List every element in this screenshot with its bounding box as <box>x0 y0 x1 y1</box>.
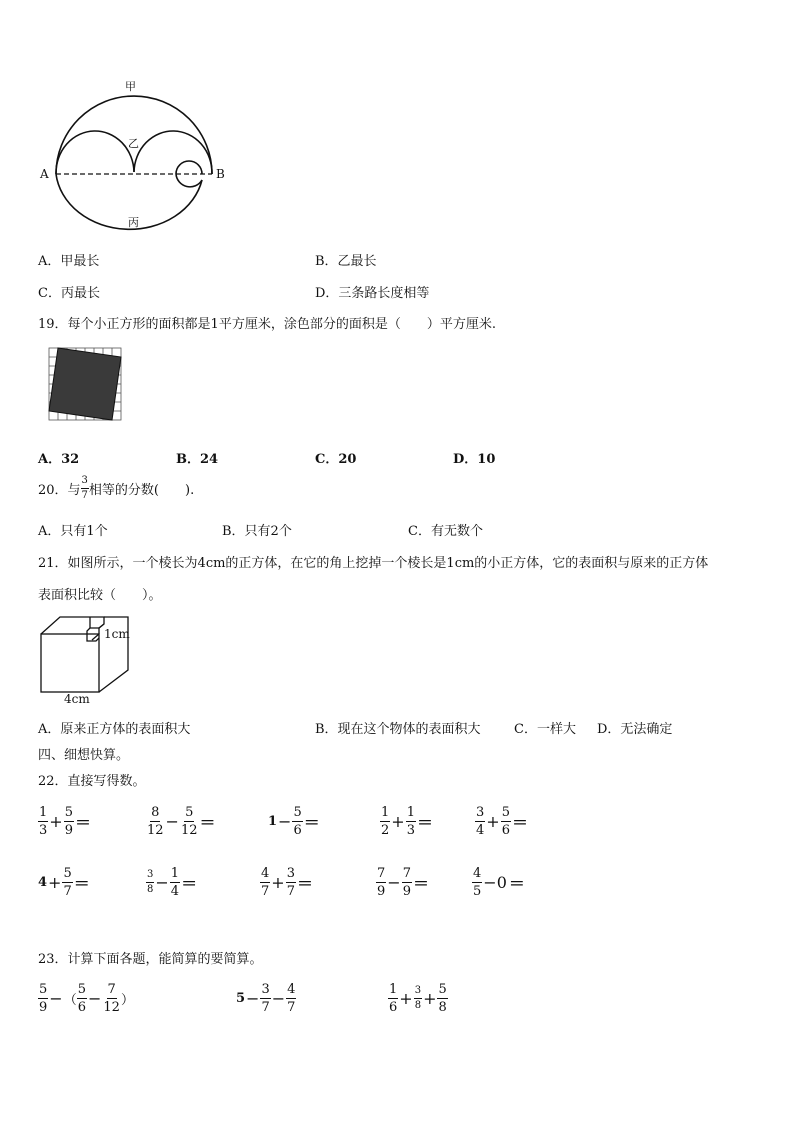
label-bing: 丙 <box>128 216 139 229</box>
q21-option-d[interactable]: D．无法确定 <box>597 722 673 737</box>
q22-expr-10: $\frac{4}{5}$ −0 ＝ <box>473 866 525 899</box>
q19-option-d[interactable]: D．10 <box>453 452 496 467</box>
q22-expr-8: $\frac{4}{7}$ + $\frac{3}{7}$ ＝ <box>261 866 313 899</box>
label-jia: 甲 <box>125 80 136 93</box>
section-title: 四、细想快算。 <box>38 748 130 763</box>
q20-stem <box>38 476 194 501</box>
q23-expr-1: $\frac{5}{9}$ − （ $\frac{5}{6}$ − $\frac{7}{12}$ ） <box>39 982 134 1015</box>
q19-stem: 19．每个小正方形的面积都是1平方厘米，涂色部分的面积是（ ）平方厘米. <box>38 317 496 332</box>
q21-stem-line2: 表面积比较（ ）。 <box>38 588 162 603</box>
q20-option-a[interactable]: A．只有1个 <box>38 524 108 539</box>
q22-expr-6: 4 + $\frac{5}{7}$ ＝ <box>38 866 90 899</box>
q19-option-a[interactable]: A．32 <box>38 452 80 467</box>
q22-expr-4: $\frac{1}{2}$ + $\frac{1}{3}$ ＝ <box>381 805 433 838</box>
q20-prefix: 20．与 <box>38 483 81 498</box>
q22-expr-5: $\frac{3}{4}$ + $\frac{5}{6}$ ＝ <box>476 805 528 838</box>
q22-stem: 22．直接写得数。 <box>38 774 146 789</box>
q18-option-d[interactable]: D．三条路长度相等 <box>315 286 430 301</box>
label-a: A <box>40 167 49 181</box>
q20-option-b[interactable]: B．只有2个 <box>222 524 292 539</box>
q20-fraction: $\frac{3}{7}$ <box>81 475 88 501</box>
q21-label-4cm: 4cm <box>64 692 90 706</box>
q22-expr-3: 1 − $\frac{5}{6}$ ＝ <box>268 805 320 838</box>
q23-stem: 23．计算下面各题，能简算的要简算。 <box>38 952 263 967</box>
q22-expr-1: $\frac{1}{3}$ + $\frac{5}{9}$ ＝ <box>39 805 91 838</box>
q20-suffix: 相等的分数( ). <box>88 483 195 498</box>
label-b: B <box>216 167 225 181</box>
q19-option-c[interactable]: C．20 <box>315 452 357 467</box>
q21-option-c[interactable]: C．一样大 <box>514 722 576 737</box>
q21-option-a[interactable]: A．原来正方体的表面积大 <box>38 722 191 737</box>
q18-option-b[interactable]: B．乙最长 <box>315 254 377 269</box>
q19-option-b[interactable]: B．24 <box>176 452 219 467</box>
q21-option-b[interactable]: B．现在这个物体的表面积大 <box>315 722 481 737</box>
q18-option-a[interactable]: A．甲最长 <box>38 254 100 269</box>
q22-expr-9: $\frac{7}{9}$ − $\frac{7}{9}$ ＝ <box>377 866 429 899</box>
label-yi: 乙 <box>128 137 139 150</box>
q20-option-c[interactable]: C．有无数个 <box>408 524 483 539</box>
q23-expr-3: $\frac{1}{6}$ + $\frac{3}{8}$ + $\frac{5}{8}$ <box>389 982 447 1015</box>
q18-option-c[interactable]: C．丙最长 <box>38 286 100 301</box>
q19-grid-figure <box>48 347 124 423</box>
q22-expr-7: $\frac{3}{8}$ − $\frac{1}{4}$ ＝ <box>147 866 198 899</box>
q21-label-1cm: 1cm <box>104 627 130 641</box>
q22-expr-2: $\frac{8}{12}$ − $\frac{5}{12}$ ＝ <box>147 805 216 838</box>
q21-stem-line1: 21．如图所示，一个棱长为4cm的正方体，在它的角上挖掉一个棱长是1cm的小正方体，它的表面积与原来的正方体 <box>38 556 709 571</box>
q23-expr-2: 5 − $\frac{3}{7}$ − $\frac{4}{7}$ <box>236 982 296 1015</box>
